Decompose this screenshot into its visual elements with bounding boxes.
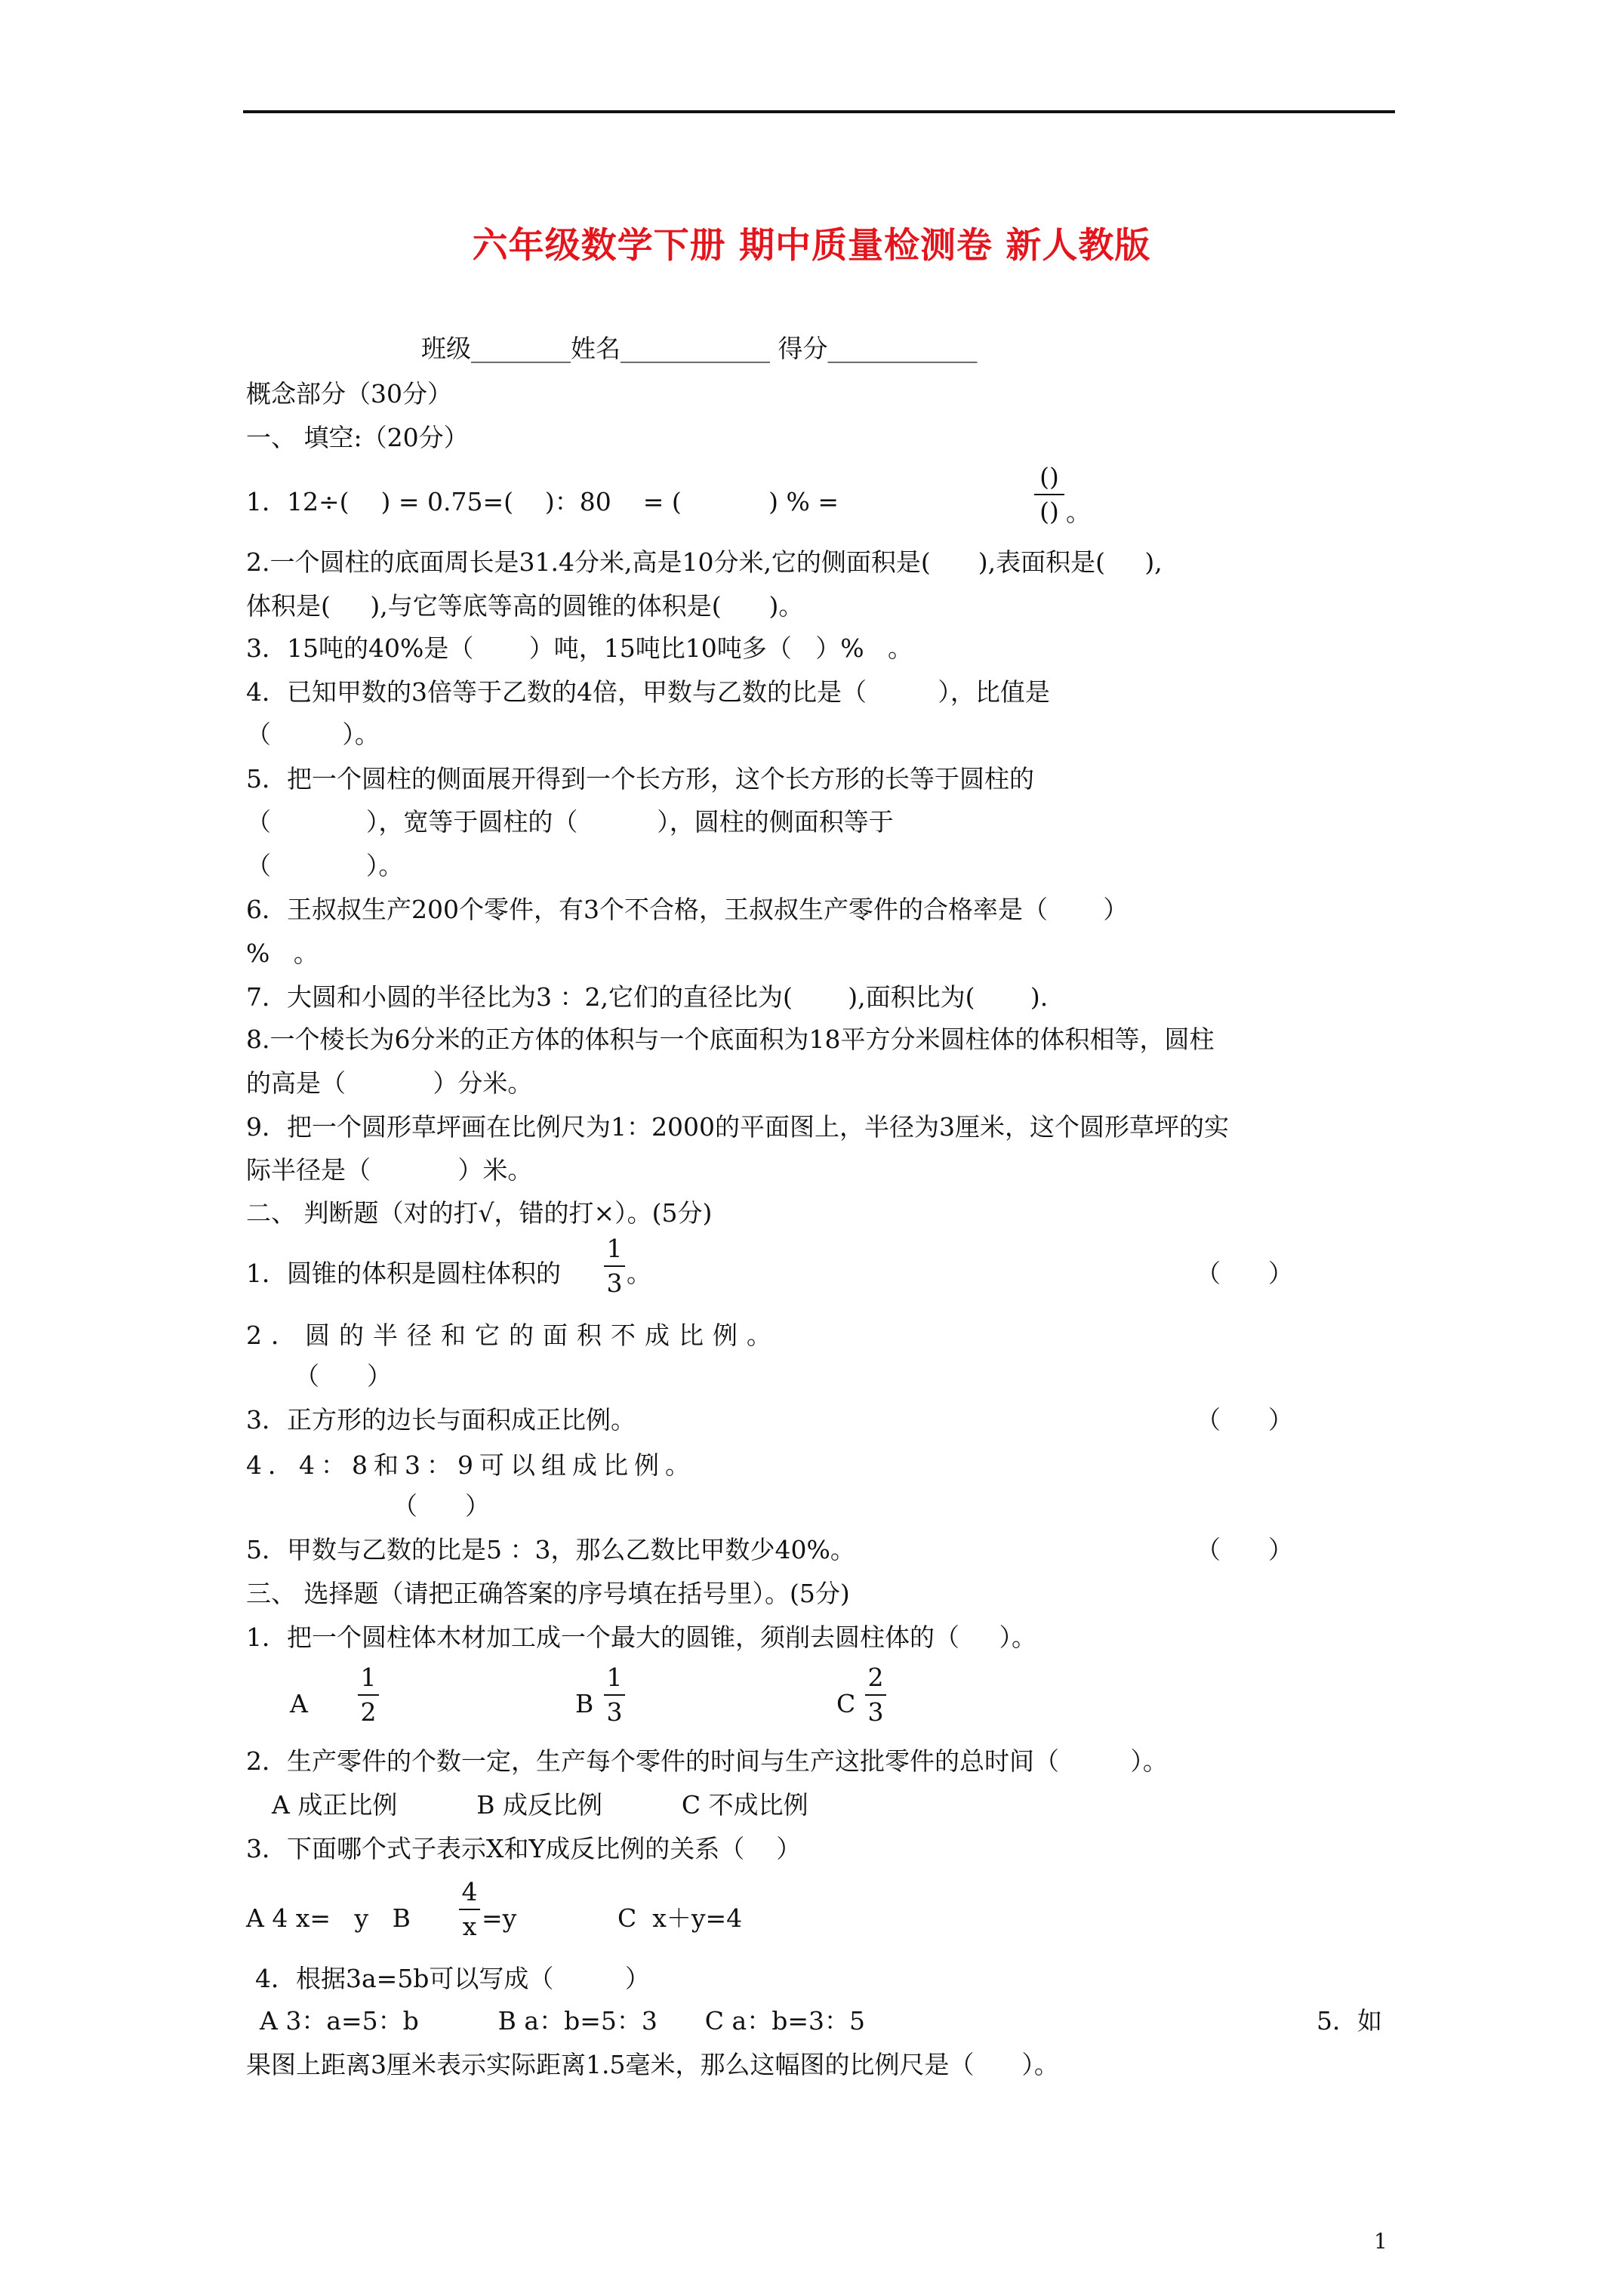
fill-q8-line2: 的高是（ ）分米。 <box>246 1068 533 1098</box>
fraction-numerator: 1 <box>606 1234 623 1263</box>
choice-q3-fraction <box>459 1875 480 1943</box>
judge-q1-answer: （ ） <box>1196 1259 1293 1288</box>
fill-q2-line2: 体积是( ),与它等底等高的圆锥的体积是( )。 <box>246 591 804 621</box>
judge-q2-answer: （ ） <box>294 1361 392 1391</box>
judge-q1-fraction <box>604 1232 625 1300</box>
choice-q3-option-b: =y <box>482 1903 517 1933</box>
section-choice: 三、 选择题（请把正确答案的序号填在括号里）。(5分) <box>246 1579 850 1608</box>
fill-q7: 7．大圆和小圆的半径比为3 ：2,它们的直径比为( ),面积比为( ). <box>246 982 1049 1012</box>
choice-q1-option-b-fraction <box>604 1661 625 1729</box>
page-title: 六年级数学下册 期中质量检测卷 新人教版 <box>472 225 1151 267</box>
choice-q1-option-a-fraction <box>358 1661 379 1729</box>
fraction-numerator: 1 <box>606 1663 623 1692</box>
fill-q8-line1: 8.一个棱长为6分米的正方体的体积与一个底面积为18平方分米圆柱体的体积相等，圆柱 <box>246 1025 1215 1054</box>
choice-q5-start: 5．如 <box>1317 2006 1382 2036</box>
judge-q4: 4．4：8和3：9可以组成比例。 <box>246 1450 696 1480</box>
fill-q5-line3: （ ）。 <box>246 851 404 880</box>
judge-q4-answer: （ ） <box>393 1491 490 1521</box>
page-number: 1 <box>1374 2229 1387 2254</box>
fraction-denominator: x <box>462 1912 477 1941</box>
choice-q5: 果图上距离3厘米表示实际距离1.5毫米，那么这幅图的比例尺是（ ）。 <box>246 2050 1059 2079</box>
choice-q3-option-c: C x＋y=4 <box>617 1903 743 1933</box>
fill-q1: 1．12÷( ) = 0.75=( )：80 = ( ) % = <box>246 487 847 516</box>
section-concept: 概念部分（30分） <box>246 379 452 408</box>
fill-q6-line1: 6．王叔叔生产200个零件，有3个不合格，王叔叔生产零件的合格率是（ ） <box>246 895 1129 924</box>
student-info-line: 班级________姓名____________ 得分____________ <box>421 334 978 363</box>
choice-q3: 3．下面哪个式子表示X和Y成反比例的关系（ ） <box>246 1834 802 1863</box>
judge-q1: 1．圆锥的体积是圆柱体积的 <box>246 1259 561 1288</box>
top-rule <box>243 110 1395 113</box>
fill-q6-line2: % 。 <box>246 938 319 968</box>
fill-q2-line1: 2.一个圆柱的底面周长是31.4分米,高是10分米,它的侧面积是( ),表面积是( ), <box>246 547 1163 577</box>
judge-q3-answer: （ ） <box>1196 1405 1293 1435</box>
judge-q5-answer: （ ） <box>1196 1535 1293 1564</box>
choice-q1-option-a-label: A <box>290 1689 308 1718</box>
fraction-numerator: 1 <box>360 1663 377 1692</box>
judge-q2: 2．圆的半径和它的面积不成比例。 <box>246 1321 781 1350</box>
choice-q1-option-c-label: C <box>836 1689 856 1718</box>
judge-q3: 3．正方形的边长与面积成正比例。 <box>246 1405 636 1435</box>
choice-q1: 1．把一个圆柱体木材加工成一个最大的圆锥，须削去圆柱体的（ ）。 <box>246 1623 1036 1652</box>
fraction-denominator: 3 <box>606 1697 623 1727</box>
fill-q4-line1: 4．已知甲数的3倍等于乙数的4倍，甲数与乙数的比是（ ），比值是 <box>246 677 1050 707</box>
choice-q3-option-a: A 4 x= y B <box>246 1903 419 1933</box>
choice-q1-option-c-fraction <box>865 1661 886 1729</box>
fraction-denominator: 3 <box>606 1268 623 1298</box>
choice-q1-option-b-label: B <box>575 1689 594 1718</box>
fill-q5-line2: （ ），宽等于圆柱的（ ），圆柱的侧面积等于 <box>246 807 894 837</box>
fraction-denominator: 2 <box>360 1697 377 1727</box>
judge-q1-end: 。 <box>627 1259 651 1288</box>
fill-q3: 3．15吨的40%是（ ）吨，15吨比10吨多（ ）% 。 <box>246 633 913 663</box>
fraction-denominator: () <box>1039 497 1059 526</box>
fill-q9-line2: 际半径是（ ）米。 <box>246 1155 533 1185</box>
judge-q5: 5．甲数与乙数的比是5 ：3，那么乙数比甲数少40%。 <box>246 1535 855 1564</box>
fraction-numerator: () <box>1039 462 1059 492</box>
section-judge: 二、 判断题（对的打√，错的打×）。(5分) <box>246 1198 713 1228</box>
fill-q9-line1: 9．把一个圆形草坪画在比例尺为1：2000的平面图上，半径为3厘米，这个圆形草坪的实 <box>246 1112 1229 1142</box>
choice-q2-options: A 成正比例 B 成反比例 C 不成比例 <box>272 1790 808 1820</box>
fill-q4-line2: （ ）。 <box>246 720 380 749</box>
choice-q4: 4．根据3a=5b可以写成（ ） <box>255 1964 650 1993</box>
fill-q1-fraction <box>1034 461 1064 529</box>
choice-q2: 2．生产零件的个数一定，生产每个零件的时间与生产这批零件的总时间（ ）。 <box>246 1746 1168 1776</box>
fraction-numerator: 4 <box>461 1877 478 1906</box>
fill-q1-end: 。 <box>1066 498 1091 527</box>
fraction-numerator: 2 <box>867 1663 884 1692</box>
choice-q4-options: A 3：a=5：b B a：b=5：3 C a：b=3：5 <box>260 2006 865 2036</box>
section-fill-in: 一、 填空:（20分） <box>246 423 469 452</box>
fraction-denominator: 3 <box>867 1697 884 1727</box>
fill-q5-line1: 5．把一个圆柱的侧面展开得到一个长方形，这个长方形的长等于圆柱的 <box>246 764 1034 794</box>
